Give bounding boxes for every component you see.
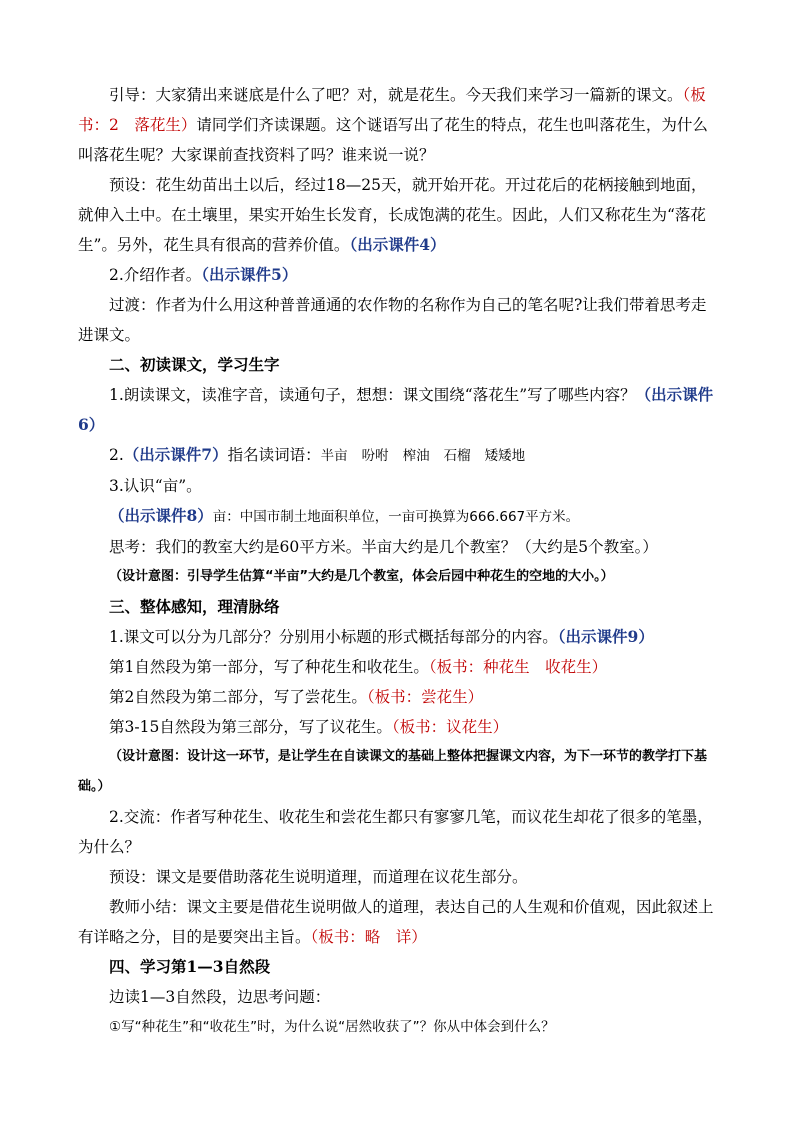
- think-question: 思考：我们的教室大约是60平方米。半亩大约是几个教室？（大约是5个教室。）: [109, 538, 658, 556]
- teacher-summary: [78, 892, 720, 952]
- intro-paragraph: [78, 80, 720, 170]
- part-2-line: [78, 682, 720, 712]
- board-note: （板书：种花生 收花生）: [428, 658, 608, 676]
- courseware-note: （出示课件4）: [349, 235, 446, 254]
- read-item-2-text: 指名读词语：: [227, 446, 321, 464]
- read-item-1-text: 1.朗读课文，读准字音，读通句子，想想：课文围绕“落花生”写了哪些内容？: [109, 386, 636, 404]
- part-1-line: [78, 652, 720, 682]
- question-1: ①写“种花生”和“收花生”时，为什么说“居然收获了”？你从中体会到什么？: [109, 1019, 555, 1035]
- author-item: [78, 260, 720, 290]
- part-1-text: 第1自然段为第一部分，写了种花生和收花生。: [109, 658, 429, 676]
- section-heading-4: 四、学习第1—3自然段: [109, 957, 271, 976]
- read-item-2-num: 2.: [109, 446, 124, 464]
- vocab-word: 石榴: [443, 448, 471, 464]
- section-heading-3: 三、整体感知，理清脉络: [109, 597, 280, 616]
- perceive-item-1: [78, 622, 720, 652]
- part-3-line: [78, 712, 720, 742]
- board-note: （板书：略 详）: [310, 928, 427, 946]
- design-intent-text: 引导学生估算“半亩”大约是几个教室，体会后园中种花生的空地的大小。）: [187, 569, 614, 584]
- perceive-item-1-text: 1.课文可以分为几部分？分别用小标题的形式概括每部分的内容。: [109, 628, 558, 646]
- vocab-word: 吩咐: [361, 448, 389, 464]
- reading-instruction: 边读1—3自然段，边思考问题：: [109, 988, 331, 1006]
- read-item-1: [78, 380, 720, 440]
- preset-text: 预设：花生幼苗出土以后，经过18—25天，就开始开花。开过花后的花柄接触到地面，就伸入土中。在土壤里，果实开始生长发育，长成饱满的花生。因此，人们又称花生为“落花生”。另外，花生具有很高的营养价值。: [78, 176, 707, 254]
- courseware-note: （出示课件8）: [109, 506, 213, 525]
- courseware-note: （出示课件7）: [123, 445, 228, 464]
- teacher-summary-text: 教师小结：课文主要是借花生说明做人的道理，表达自己的人生观和价值观，因此叙述上有详略之分，目的是要突出主旨。: [78, 898, 714, 946]
- vocab-word: 矮矮地: [484, 448, 526, 464]
- design-intent-label: （设计意图：: [109, 749, 188, 764]
- design-intent-text: 设计这一环节，是让学生在自读课文的基础上整体把握课文内容，为下一环节的教学打下基础。）: [78, 749, 708, 794]
- read-item-2: [78, 440, 720, 471]
- vocab-word: 榨油: [402, 448, 430, 464]
- design-intent-2: [78, 742, 720, 802]
- section-heading-2: 二、初读课文，学习生字: [109, 355, 280, 374]
- mu-definition: [78, 501, 720, 532]
- exchange-item: 2.交流：作者写种花生、收花生和尝花生都只有寥寥几笔，而议花生却花了很多的笔墨，为什么？: [78, 808, 713, 856]
- part-2-text: 第2自然段为第二部分，写了尝花生。: [109, 688, 367, 706]
- transition-paragraph: 过渡：作者为什么用这种普普通通的农作物的名称作为自己的笔名呢?让我们带着思考走进课文。: [78, 296, 707, 344]
- preset-answer: 预设：课文是要借助落花生说明道理，而道理在议花生部分。: [109, 868, 528, 886]
- read-item-3: 3.认识“亩”。: [109, 477, 202, 495]
- part-3-text: 第3-15自然段为第三部分，写了议花生。: [109, 718, 392, 736]
- board-note: （板书：尝花生）: [366, 688, 484, 706]
- preset-paragraph: [78, 170, 720, 260]
- intro-text-b: 请同学们齐读课题。这个谜语写出了花生的特点，花生也叫落花生，为什么叫落花生呢？大家课前查找资料了吗？谁来说一说？: [78, 116, 708, 164]
- lesson-plan-body: [78, 80, 720, 1042]
- board-note: （板书：2 落花生）: [78, 86, 706, 134]
- vocab-word: 半亩: [320, 448, 348, 464]
- courseware-note: （出示课件5）: [201, 265, 298, 284]
- design-intent-1: [78, 562, 720, 592]
- intro-text-a: 引导：大家猜出来谜底是什么了吧？对，就是花生。今天我们来学习一篇新的课文。: [109, 86, 683, 104]
- courseware-note: （出示课件6）: [78, 385, 714, 434]
- author-item-text: 2.介绍作者。: [109, 266, 202, 284]
- board-note: （板书：议花生）: [391, 718, 509, 736]
- courseware-note: （出示课件9）: [557, 627, 654, 646]
- design-intent-label: （设计意图：: [109, 569, 188, 584]
- mu-definition-text: 亩：中国市制土地面积单位，一亩可换算为666.667平方米。: [212, 509, 580, 525]
